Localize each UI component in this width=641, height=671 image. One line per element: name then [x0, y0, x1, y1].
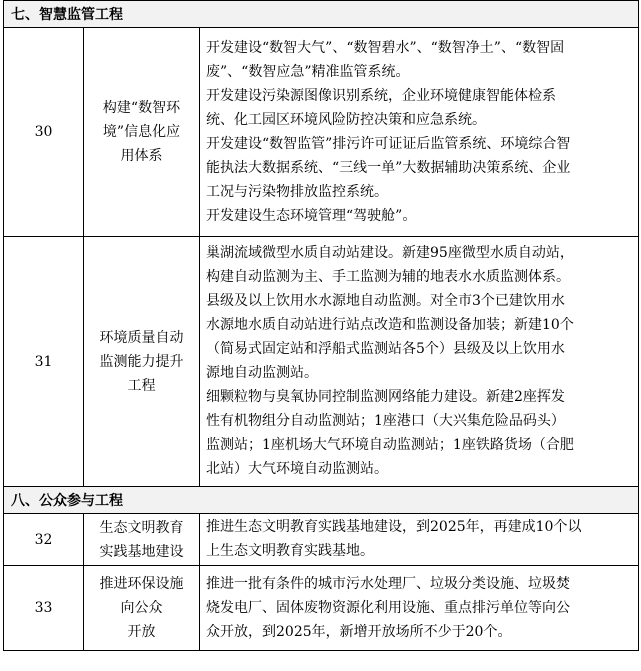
content-line: 县级及以上饮用水水源地自动监测。对全市3个已建饮用水 — [206, 293, 565, 309]
content-line: 源地自动监测站。 — [206, 365, 318, 381]
project-table — [3, 0, 639, 651]
row-number: 33 — [4, 566, 84, 651]
project-content — [200, 566, 639, 651]
content-line: 开发建设“数智监管”排污许可证证后监管系统、环境综合智 — [206, 135, 571, 152]
content-line: 推进生态文明教育实践基地建设，到2025年，再建成10个以 — [206, 519, 582, 535]
content-line: 开发建设“数智大气”、“数智碧水”、“数智净土”、“数智固 — [206, 39, 565, 56]
table-row — [4, 237, 639, 487]
section-title: 七、智慧监管工程 — [4, 1, 639, 28]
project-name-line: 开放 — [127, 624, 156, 640]
content-line: 监测站；1座机场大气环境自动监测站；1座铁路货场（合肥 — [206, 437, 574, 453]
section-header-row — [4, 487, 639, 514]
project-name-line: 环境质量自动 — [99, 329, 184, 346]
content-line: 巢湖流域微型水质自动站建设。新建95座微型水质自动站， — [206, 245, 574, 261]
project-name — [84, 28, 200, 237]
content-line: 北站）大气环境自动监测站。 — [206, 461, 388, 477]
project-content — [200, 237, 639, 487]
project-name-line: 推进环保设施 — [99, 576, 184, 592]
section-header-row — [4, 1, 639, 28]
content-line: 众开放，到2025年，新增开放场所不少于20个。 — [206, 623, 512, 640]
content-line: 推进一批有条件的城市污水处理厂、垃圾分类设施、垃圾焚 — [206, 575, 570, 592]
content-line: 开发建设生态环境管理“驾驶舱”。 — [206, 207, 417, 224]
section-title: 八、公众参与工程 — [4, 487, 639, 514]
content-line: 统、化工园区环境风险防控决策和应急系统。 — [206, 111, 486, 128]
row-number: 30 — [4, 28, 84, 237]
content-line: 细颗粒物与臭氧协同控制监测网络能力建设。新建2座挥发 — [206, 389, 565, 405]
table-row — [4, 514, 639, 566]
project-name-line: 监测能力提升 — [99, 353, 184, 370]
project-name-line: 境”信息化应 — [102, 124, 181, 140]
project-name — [84, 566, 200, 651]
row-number: 32 — [4, 514, 84, 566]
content-line: 上生态文明教育实践基地。 — [206, 543, 374, 559]
project-name-line: 构建“数智环 — [102, 100, 181, 116]
project-name-line: 用体系 — [120, 148, 163, 164]
content-line: （简易式固定站和浮船式监测站各5个）县级及以上饮用水 — [206, 341, 565, 357]
content-line: 废”、“数智应急”精准监管系统。 — [206, 63, 410, 80]
project-name-line: 向公众 — [120, 600, 163, 616]
document-page — [3, 0, 638, 651]
row-number: 31 — [4, 237, 84, 487]
content-line: 性有机物组分自动监测站；1座港口（大兴集危险品码头） — [206, 413, 565, 429]
project-name-line: 生态文明教育 — [99, 519, 184, 536]
content-line: 能执法大数据系统、“三线一单”大数据辅助决策系统、企业 — [206, 159, 571, 176]
project-name-line: 实践基地建设 — [99, 543, 184, 560]
table-row — [4, 28, 639, 237]
project-name — [84, 237, 200, 487]
project-content — [200, 28, 639, 237]
content-line: 开发建设污染源图像识别系统，企业环境健康智能体检系 — [206, 87, 556, 104]
content-line: 水源地水质自动站进行站点改造和监测设备加装；新建10个 — [206, 317, 574, 333]
table-row — [4, 566, 639, 651]
content-line: 烧发电厂、固体废物资源化利用设施、重点排污单位等向公 — [206, 599, 570, 616]
content-line: 构建自动监测为主、手工监测为辅的地表水水质监测体系。 — [206, 269, 570, 285]
content-line: 工况与污染物排放监控系统。 — [206, 183, 388, 200]
project-content — [200, 514, 639, 566]
project-name-line: 工程 — [127, 377, 156, 394]
project-name — [84, 514, 200, 566]
